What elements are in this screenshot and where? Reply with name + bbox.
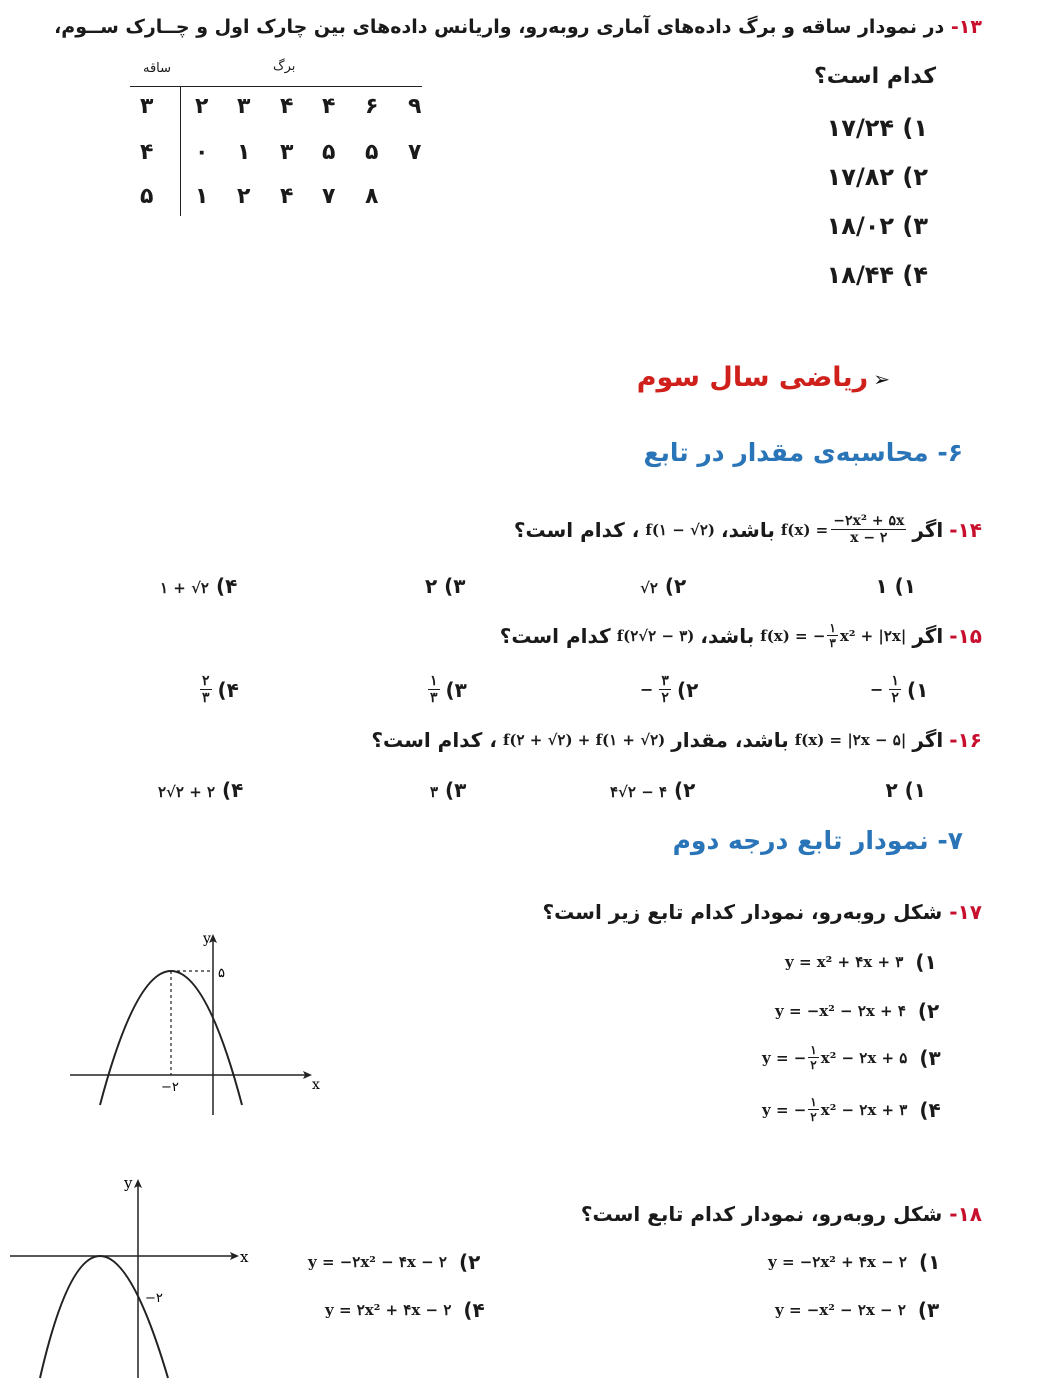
q17-option-4-label: (۴ — [919, 1097, 941, 1122]
q14-text — [514, 514, 982, 545]
leaf-cell: ۵ — [365, 140, 379, 165]
q15-option-4-label: (۴ — [217, 677, 239, 702]
leaf-cell: ۱ — [237, 140, 251, 165]
q15-expr: f(۲√۲ − ۳) — [616, 626, 695, 645]
q17-option-3[interactable] — [762, 1044, 941, 1071]
q18-option-3[interactable] — [775, 1298, 939, 1322]
q17-option-1[interactable] — [785, 950, 937, 974]
q16-option-3-value: ۳ — [430, 783, 439, 801]
arrow-bullet-icon: ➢ — [873, 367, 890, 391]
q17-option-4-frac — [808, 1096, 818, 1123]
leaf-header: برگ — [273, 59, 296, 74]
q14-number: ۱۴- — [949, 517, 982, 542]
q15-mid: باشد، — [700, 623, 755, 648]
q15-option-1-d: ۲ — [891, 690, 899, 706]
q17-option-3-label: (۳ — [919, 1045, 941, 1070]
q15-f-label: f(x) = − — [760, 626, 826, 645]
q17-vertex-y-label: ۵ — [218, 966, 225, 981]
leaf-cell: ۲ — [237, 184, 251, 209]
q14-option-2[interactable] — [640, 574, 686, 598]
q17-option-2-eq: y = −x² − ۲x + ۴ — [775, 1002, 906, 1020]
q16-option-4-value: ۲√۲ + ۲ — [158, 783, 216, 801]
leaf-cell: ۶ — [365, 94, 379, 119]
q15-option-4[interactable] — [200, 674, 239, 705]
q18-option-1-label: (۱ — [918, 1250, 941, 1274]
q16-option-4[interactable] — [158, 778, 243, 802]
q17-graph — [60, 925, 340, 1125]
leaf-cell: ۴ — [280, 94, 294, 119]
q15-option-2-sign: − — [640, 680, 654, 699]
q15-f-rest: x² + |۲x| — [839, 626, 907, 645]
q17-option-2[interactable] — [775, 999, 939, 1023]
section6-title: ۶- محاسبه‌ی مقدار در تابع — [643, 438, 963, 467]
q14-option-4-label: (۴ — [215, 574, 238, 598]
q18-y-intercept-label: −۲ — [145, 1291, 163, 1306]
table-row — [125, 140, 425, 172]
q16-option-2-label: (۲ — [674, 778, 696, 802]
q14-option-1-label: ۱ (۱ — [875, 574, 916, 598]
leaf-cell: ۷ — [322, 184, 336, 209]
q18-graph — [8, 1172, 258, 1382]
q13-text — [54, 16, 982, 38]
leaf-cell: ۹ — [408, 94, 422, 119]
q14-expr: f(۱ − √۲) — [645, 520, 716, 539]
q14-denominator: x − ۲ — [850, 530, 888, 546]
q17-option-3-eq — [762, 1044, 907, 1071]
q17-y-label: y — [203, 931, 211, 947]
q16-option-1[interactable] — [885, 778, 926, 802]
q17-text — [543, 900, 983, 924]
q13-option-4-label: ۱۸/۴۴ (۴ — [826, 261, 928, 289]
q15-option-1-sign: − — [870, 680, 884, 699]
q15-option-1[interactable] — [870, 674, 928, 705]
stem-cell: ۵ — [140, 184, 154, 209]
q15-fraction — [827, 622, 837, 649]
q15-option-3-n: ۱ — [430, 673, 438, 689]
q18-option-1[interactable] — [768, 1250, 940, 1274]
leaf-cell: ۷ — [408, 140, 422, 165]
q14-option-4-value: ۱ + √۲ — [160, 579, 209, 597]
section7-title: ۷- نمودار تابع درجه دوم — [672, 826, 963, 855]
q16-agar: اگر — [912, 728, 944, 752]
q18-number: ۱۸- — [949, 1202, 982, 1226]
q14-f-label: f(x) = — [780, 520, 829, 539]
q17-option-3-d: ۲ — [810, 1058, 817, 1072]
leaf-cell: ۵ — [322, 140, 336, 165]
q15-option-3-d: ۳ — [430, 690, 438, 706]
q17-option-4-post: x² − ۲x + ۳ — [820, 1100, 908, 1119]
q15-option-2-label: (۲ — [676, 677, 699, 702]
q14-end: ، کدام است؟ — [513, 517, 640, 542]
q15-end: کدام است؟ — [499, 623, 611, 648]
q13-number: ۱۳- — [950, 16, 982, 38]
q17-option-4-eq — [762, 1096, 907, 1123]
q14-option-2-label: (۲ — [664, 574, 687, 598]
q18-parabola — [40, 1256, 168, 1378]
q18-x-label: x — [240, 1248, 249, 1266]
q18-question: شکل روبه‌رو، نمودار کدام تابع است؟ — [580, 1202, 943, 1226]
q18-y-label: y — [124, 1174, 133, 1192]
q13-option-1-label: ۱۷/۲۴ (۱ — [826, 114, 928, 142]
q15-option-1-label: (۱ — [906, 677, 929, 702]
q13-option-1[interactable] — [827, 114, 928, 142]
leaf-cell: ۰ — [195, 140, 209, 165]
section-main-title: ریاضی سال سوم — [636, 362, 869, 393]
q15-option-1-frac — [889, 674, 901, 705]
q16-end: ، کدام است؟ — [371, 728, 497, 752]
q16-option-4-label: (۴ — [222, 778, 244, 802]
q15-option-4-d: ۳ — [202, 690, 210, 706]
q18-option-3-eq: y = −x² − ۲x − ۲ — [775, 1301, 906, 1319]
q13-text2: کدام است؟ — [813, 64, 936, 89]
q18-option-3-label: (۳ — [917, 1298, 940, 1322]
q18-option-1-eq: y = −۲x² + ۴x − ۲ — [768, 1253, 907, 1271]
q16-option-1-label: ۲ (۱ — [885, 778, 926, 802]
q17-x-label: x — [312, 1077, 320, 1093]
q16-option-2-value: ۴√۲ − ۴ — [610, 783, 668, 801]
q14-mid: باشد، — [721, 517, 775, 542]
table-row — [125, 184, 425, 216]
q15-text — [500, 622, 982, 649]
q13-option-4[interactable] — [827, 261, 928, 289]
q16-option-3-label: (۳ — [445, 778, 467, 802]
q15-option-2-n: ۳ — [661, 673, 669, 689]
q17-option-3-frac — [808, 1044, 818, 1071]
q15-agar: اگر — [912, 623, 944, 648]
leaf-cell: ۸ — [365, 184, 379, 209]
q14-option-1[interactable] — [875, 574, 916, 598]
q16-text — [371, 728, 982, 752]
q18-option-4[interactable] — [325, 1298, 485, 1322]
q17-number: ۱۷- — [949, 900, 982, 924]
q13-option-3[interactable] — [827, 212, 928, 240]
q17-option-1-eq: y = x² + ۴x + ۳ — [785, 953, 904, 971]
leaf-cell: ۱ — [195, 184, 209, 209]
q17-option-1-label: (۱ — [915, 950, 937, 974]
q15-option-3-frac — [428, 674, 440, 705]
q17-option-3-n: ۱ — [810, 1043, 817, 1057]
q15-option-2-d: ۲ — [661, 690, 669, 706]
q14-option-3-label: ۲ (۳ — [425, 574, 466, 598]
leaf-cell: ۳ — [237, 94, 251, 119]
q14-option-2-value: √۲ — [640, 579, 658, 597]
q16-function: f(x) = |۲x − ۵| — [794, 731, 907, 749]
q13-question: در نمودار ساقه و برگ داده‌های آماری روبه‌رو، واریانس داده‌های بین چارک اول و چــارک ســوم، — [54, 16, 945, 38]
q14-fraction — [831, 514, 906, 545]
q15-option-3[interactable] — [428, 674, 467, 705]
q17-option-3-post: x² − ۲x + ۵ — [820, 1048, 908, 1067]
q14-function — [781, 514, 906, 545]
q17-option-4-n: ۱ — [810, 1095, 817, 1109]
table-row — [125, 94, 425, 126]
q15-function — [760, 622, 906, 649]
q18-option-2-eq: y = −۲x² − ۴x − ۲ — [308, 1253, 447, 1271]
q17-question: شکل روبه‌رو، نمودار کدام تابع زیر است؟ — [542, 900, 943, 924]
q18-option-4-label: (۴ — [463, 1298, 485, 1322]
leaf-cell: ۳ — [280, 140, 294, 165]
q17-option-4[interactable] — [762, 1096, 941, 1123]
q15-option-2-frac — [659, 674, 671, 705]
stem-cell: ۴ — [140, 140, 154, 165]
q17-option-3-pre: y = − — [762, 1048, 807, 1067]
q16-number: ۱۶- — [949, 728, 982, 752]
stem-leaf-table — [125, 58, 425, 218]
leaf-cell: ۴ — [322, 94, 336, 119]
q14-option-4[interactable] — [160, 574, 237, 598]
q16-option-3[interactable] — [430, 778, 466, 802]
q17-vertex-x-label: −۲ — [161, 1080, 179, 1095]
leaf-cell: ۲ — [195, 94, 209, 119]
section-main-header — [637, 362, 890, 393]
q17-option-2-label: (۲ — [917, 999, 940, 1023]
stem-cell: ۳ — [140, 94, 154, 119]
q14-agar: اگر — [912, 517, 944, 542]
q16-option-2[interactable] — [610, 778, 695, 802]
q18-option-4-eq: y = ۲x² + ۴x − ۲ — [325, 1301, 452, 1319]
q15-frac-n: ۱ — [829, 621, 836, 635]
q15-frac-d: ۳ — [829, 636, 836, 650]
leaf-cell: ۴ — [280, 184, 294, 209]
q18-text — [581, 1202, 982, 1226]
q18-option-2-label: (۲ — [458, 1250, 481, 1274]
q17-option-4-pre: y = − — [762, 1100, 807, 1119]
q14-option-3[interactable] — [425, 574, 466, 598]
q13-option-3-label: ۱۸/۰۲ (۳ — [826, 212, 928, 240]
q15-option-4-n: ۲ — [202, 673, 210, 689]
q15-option-2[interactable] — [640, 674, 698, 705]
q16-mid: باشد، مقدار — [671, 728, 789, 752]
q13-option-2-label: ۱۷/۸۲ (۲ — [826, 163, 928, 191]
q14-numerator: −۲x² + ۵x — [833, 513, 905, 529]
q17-option-4-d: ۲ — [810, 1110, 817, 1124]
q15-option-1-n: ۱ — [891, 673, 899, 689]
q18-option-2[interactable] — [308, 1250, 480, 1274]
q16-expr: f(۲ + √۲) + f(۱ + √۲) — [502, 731, 666, 749]
q13-option-2[interactable] — [827, 163, 928, 191]
q15-number: ۱۵- — [949, 623, 982, 648]
q15-option-3-label: (۳ — [445, 677, 467, 702]
stem-header: ساقه — [143, 61, 172, 76]
table-top-rule — [130, 86, 422, 87]
q15-option-4-frac — [200, 674, 212, 705]
